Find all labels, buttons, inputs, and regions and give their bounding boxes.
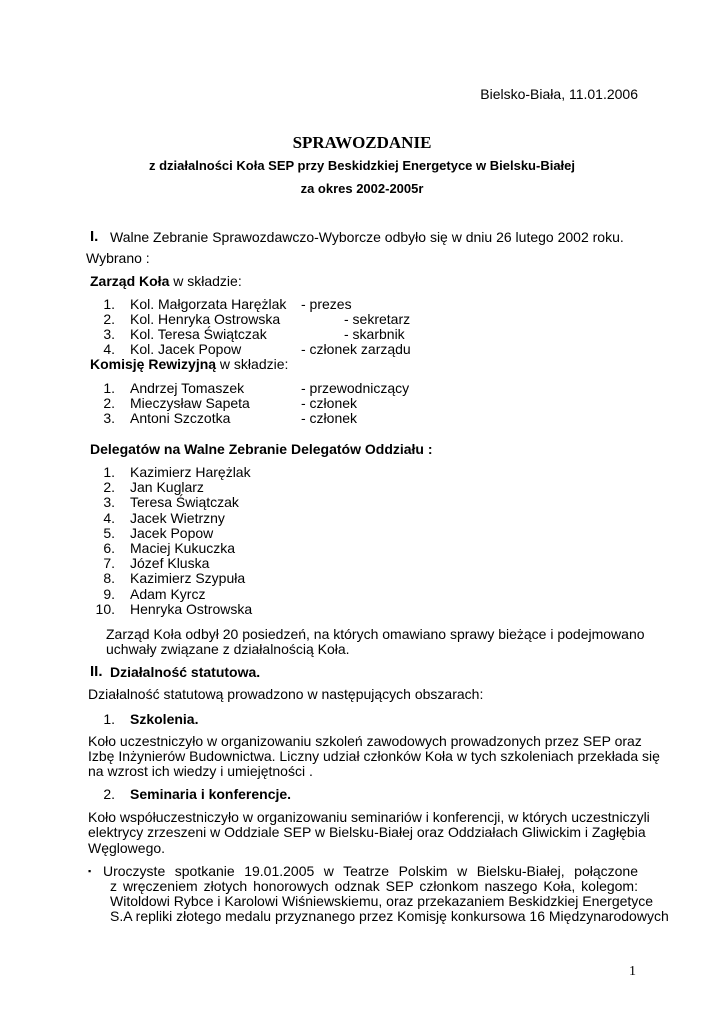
member-role: - członek	[301, 410, 358, 426]
document-title: SPRAWOZDANIE	[292, 133, 432, 152]
paragraph-line: Witoldowi Rybce i Karolowi Wiśniewskiemu, oraz przekazaniem Beskidzkiej Energetyce	[110, 893, 654, 909]
list-number: 3.	[103, 494, 115, 510]
paragraph-line: na wzrost ich wiedzy i umiejętności .	[88, 763, 313, 779]
list-number: 1.	[103, 464, 115, 480]
section-1-numeral: I.	[90, 228, 99, 245]
place-date: Bielsko-Biała, 11.01.2006	[480, 86, 638, 102]
paragraph-line: Uroczyste spotkanie 19.01.2005 w Teatrze Polskim w Bielsku-Białej, połączone	[103, 863, 638, 879]
delegate-name: Jan Kuglarz	[130, 479, 204, 495]
seminaria-heading: Seminaria i konferencje.	[130, 786, 292, 802]
section-2-numeral: II.	[90, 663, 103, 680]
list-number: 8.	[103, 570, 115, 586]
section-1-intro: Walne Zebranie Sprawozdawczo-Wyborcze odbyło się w dniu 26 lutego 2002 roku.	[110, 229, 624, 245]
delegate-name: Henryka Ostrowska	[130, 601, 253, 617]
zarzad-heading	[90, 273, 242, 289]
paragraph-line: elektrycy zrzeszeni w Oddziale SEP w Bielsku-Białej oraz Oddziałach Gliwickim i Zagłębia	[88, 824, 646, 840]
member-name: Kol. Teresa Świątczak	[130, 326, 267, 342]
szkolenia-heading: Szkolenia.	[130, 711, 199, 727]
member-name: Kol. Małgorzata Harężlak	[130, 296, 287, 312]
member-role: - sekretarz	[344, 311, 411, 327]
list-number: 4.	[103, 341, 115, 357]
list-number: 2.	[103, 479, 115, 495]
delegate-name: Adam Kyrcz	[130, 586, 206, 602]
member-name: Antoni Szczotka	[130, 410, 231, 426]
paragraph-line: z wręczeniem złotych honorowych odznak SEP członkom naszego Koła, kolegom:	[110, 878, 638, 894]
paragraph-line: Koło uczestniczyło w organizowaniu szkoleń zawodowych prowadzonych przez SEP oraz	[88, 733, 642, 749]
list-number: 1.	[103, 380, 115, 396]
paragraph-line: Koło współuczestniczyło w organizowaniu seminariów i konferencji, w których uczestniczyli	[88, 809, 650, 825]
member-name: Kol. Henryka Ostrowska	[130, 311, 281, 327]
list-number: 9.	[103, 586, 115, 602]
section-2-intro: Działalność statutową prowadzono w następujących obszarach:	[88, 686, 484, 702]
list-number: 2.	[103, 395, 115, 411]
delegate-name: Jacek Wietrzny	[130, 510, 225, 526]
list-number: 7.	[103, 555, 115, 571]
delegate-name: Józef Kluska	[130, 555, 210, 571]
member-name: Mieczysław Sapeta	[130, 395, 250, 411]
list-number: 3.	[103, 410, 115, 426]
page-number: 1	[629, 964, 636, 979]
document-subtitle: z działalności Koła SEP przy Beskidzkiej Energetyce w Bielsku-Białej	[148, 158, 576, 173]
posiedzenia-line-1: Zarząd Koła odbył 20 posiedzeń, na których omawiano sprawy bieżące i podejmowano	[106, 626, 645, 642]
delegate-name: Jacek Popow	[130, 525, 214, 541]
member-role: - członek zarządu	[301, 341, 411, 357]
paragraph-line: S.A repliki złotego medalu przyznanego przez Komisję konkursowa 16 Międzynarodowych	[110, 908, 669, 924]
komisja-heading	[90, 356, 288, 372]
delegaci-heading: Delegatów na Walne Zebranie Delegatów Oddziału :	[90, 441, 433, 457]
member-role: - prezes	[301, 296, 352, 312]
list-number: 3.	[103, 326, 115, 342]
delegate-name: Maciej Kukuczka	[130, 540, 236, 556]
paragraph-line: Węglowego.	[88, 840, 166, 856]
member-role: - przewodniczący	[301, 380, 410, 396]
posiedzenia-line-2: uchwały związane z działalnością Koła.	[106, 641, 350, 657]
zarzad-heading-rest: w składzie:	[169, 273, 242, 289]
wybrano-label: Wybrano :	[86, 250, 150, 266]
komisja-heading-bold: Komisję Rewizyjną	[90, 356, 217, 372]
delegate-name: Kazimierz Szypuła	[130, 570, 246, 586]
bullet-square-icon: ▪	[88, 866, 92, 876]
delegate-name: Teresa Świątczak	[130, 494, 239, 510]
list-number: 10.	[95, 601, 115, 617]
list-number: 5.	[103, 525, 115, 541]
zarzad-heading-bold: Zarząd Koła	[90, 273, 170, 289]
member-role: - skarbnik	[344, 326, 405, 342]
member-name: Kol. Jacek Popow	[130, 341, 242, 357]
member-role: - członek	[301, 395, 358, 411]
member-name: Andrzej Tomaszek	[130, 380, 245, 396]
delegate-name: Kazimierz Harężlak	[130, 464, 251, 480]
list-number: 4.	[103, 510, 115, 526]
document-period: za okres 2002-2005r	[300, 181, 424, 196]
section-2-heading: Działalność statutowa.	[110, 664, 261, 680]
komisja-heading-rest: w składzie:	[216, 356, 289, 372]
list-number: 1.	[103, 296, 115, 312]
list-number: 2.	[103, 311, 115, 327]
szkolenia-number: 1.	[103, 711, 115, 727]
paragraph-line: Izbę Inżynierów Budownictwa. Liczny udział członków Koła w tych szkoleniach przekłada się	[88, 748, 660, 764]
seminaria-number: 2.	[103, 786, 115, 802]
list-number: 6.	[103, 540, 115, 556]
